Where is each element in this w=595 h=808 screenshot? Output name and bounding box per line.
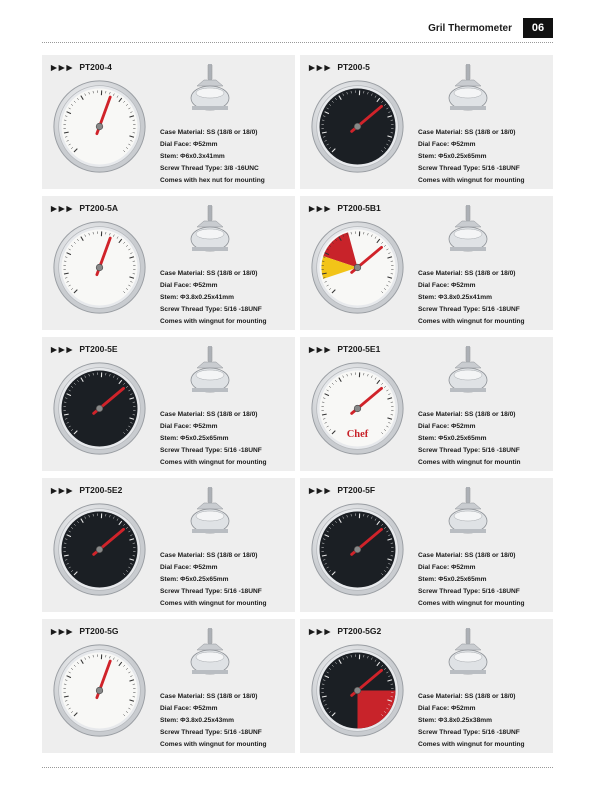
thermometer-side-view-image [445, 628, 491, 688]
thermometer-side-view-image [187, 205, 233, 265]
product-title [51, 344, 118, 354]
product-title [309, 344, 380, 354]
spec-stem: Stem: Φ5x0.25x65mm [418, 435, 487, 442]
spec-mounting: Comes with wingnut for mounting [418, 741, 525, 748]
thermometer-dial-image [310, 502, 405, 597]
spec-mounting: Comes with wingnut for mounting [160, 318, 267, 325]
thermometer-dial-image [52, 361, 147, 456]
spec-mounting: Comes with wingnut for mounting [160, 600, 267, 607]
product-card [300, 196, 553, 330]
thermometer-side-view-image [445, 64, 491, 124]
spec-screw-thread: Screw Thread Type: 5/16 -18UNF [418, 447, 520, 454]
product-card [300, 55, 553, 189]
thermometer-dial-image [52, 643, 147, 738]
model-name: PT200-5B1 [337, 203, 381, 213]
thermometer-side-view-image [187, 628, 233, 688]
spec-mounting: Comes with wingnut for mounting [160, 459, 267, 466]
spec-mounting: Comes with wingnut for mounting [418, 177, 525, 184]
product-card [42, 619, 295, 753]
thermometer-dial-image [310, 220, 405, 315]
spec-case-material: Case Material: SS (18/8 or 18/0) [160, 552, 258, 559]
spec-case-material: Case Material: SS (18/8 or 18/0) [418, 129, 516, 136]
thermometer-dial-image [310, 361, 405, 456]
spec-dial-face: Dial Face: Φ52mm [160, 705, 218, 712]
spec-case-material: Case Material: SS (18/8 or 18/0) [160, 270, 258, 277]
spec-mounting: Comes with wingnut for mounting [418, 318, 525, 325]
product-title [51, 62, 112, 72]
chef-logo-text: Chef [346, 429, 369, 440]
spec-stem: Stem: Φ5x0.25x65mm [418, 153, 487, 160]
model-name: PT200-5E2 [79, 485, 123, 495]
arrow-bullets-icon: ▶▶▶ [51, 204, 75, 213]
spec-list [160, 268, 267, 328]
spec-stem: Stem: Φ3.8x0.25x38mm [418, 717, 492, 724]
spec-list [160, 409, 267, 469]
product-title [309, 203, 381, 213]
spec-screw-thread: Screw Thread Type: 5/16 -18UNF [418, 729, 520, 736]
arrow-bullets-icon: ▶▶▶ [309, 627, 333, 636]
spec-screw-thread: Screw Thread Type: 5/16 -18UNF [418, 165, 520, 172]
spec-list [418, 409, 521, 469]
spec-screw-thread: Screw Thread Type: 5/16 -18UNF [418, 588, 520, 595]
spec-case-material: Case Material: SS (18/8 or 18/0) [160, 693, 258, 700]
thermometer-side-view-image [187, 64, 233, 124]
spec-dial-face: Dial Face: Φ52mm [160, 564, 218, 571]
spec-list [160, 127, 265, 187]
product-grid [42, 55, 553, 755]
thermometer-side-view-image [187, 346, 233, 406]
spec-mounting: Comes with wingnut for mounting [418, 600, 525, 607]
product-card [300, 478, 553, 612]
thermometer-dial-image [52, 220, 147, 315]
model-name: PT200-5 [337, 62, 370, 72]
spec-screw-thread: Screw Thread Type: 5/16 -18UNF [160, 729, 262, 736]
arrow-bullets-icon: ▶▶▶ [51, 627, 75, 636]
spec-stem: Stem: Φ3.8x0.25x41mm [160, 294, 234, 301]
spec-case-material: Case Material: SS (18/8 or 18/0) [418, 552, 516, 559]
spec-case-material: Case Material: SS (18/8 or 18/0) [418, 411, 516, 418]
product-title [309, 485, 375, 495]
spec-screw-thread: Screw Thread Type: 5/16 -18UNF [160, 588, 262, 595]
spec-case-material: Case Material: SS (18/8 or 18/0) [418, 693, 516, 700]
spec-stem: Stem: Φ6x0.3x41mm [160, 153, 225, 160]
product-title [51, 203, 118, 213]
spec-dial-face: Dial Face: Φ52mm [418, 564, 476, 571]
product-card [42, 55, 295, 189]
product-card [300, 619, 553, 753]
spec-dial-face: Dial Face: Φ52mm [160, 282, 218, 289]
arrow-bullets-icon: ▶▶▶ [309, 486, 333, 495]
product-title [51, 485, 122, 495]
spec-dial-face: Dial Face: Φ52mm [418, 141, 476, 148]
thermometer-dial-image [52, 502, 147, 597]
product-title [309, 62, 370, 72]
spec-list [418, 691, 525, 751]
arrow-bullets-icon: ▶▶▶ [309, 204, 333, 213]
thermometer-dial-image [310, 643, 405, 738]
spec-dial-face: Dial Face: Φ52mm [418, 705, 476, 712]
thermometer-side-view-image [445, 346, 491, 406]
product-title [309, 626, 381, 636]
spec-screw-thread: Screw Thread Type: 5/16 -18UNF [160, 447, 262, 454]
spec-dial-face: Dial Face: Φ52mm [160, 141, 218, 148]
spec-screw-thread: Screw Thread Type: 3/8 -16UNC [160, 165, 259, 172]
model-name: PT200-4 [79, 62, 112, 72]
spec-stem: Stem: Φ5x0.25x65mm [160, 576, 229, 583]
spec-stem: Stem: Φ3.8x0.25x41mm [418, 294, 492, 301]
product-card [300, 337, 553, 471]
thermometer-dial-image [310, 79, 405, 174]
top-divider [42, 42, 553, 43]
spec-list [418, 550, 525, 610]
model-name: PT200-5E [79, 344, 118, 354]
thermometer-side-view-image [445, 205, 491, 265]
spec-mounting: Comes with wingnut for mounting [160, 741, 267, 748]
spec-list [160, 691, 267, 751]
spec-list [418, 127, 525, 187]
model-name: PT200-5A [79, 203, 119, 213]
bottom-divider [42, 767, 553, 768]
page-number-badge: 06 [523, 18, 553, 38]
spec-list [418, 268, 525, 328]
spec-dial-face: Dial Face: Φ52mm [418, 282, 476, 289]
arrow-bullets-icon: ▶▶▶ [51, 486, 75, 495]
spec-case-material: Case Material: SS (18/8 or 18/0) [160, 129, 258, 136]
arrow-bullets-icon: ▶▶▶ [309, 345, 333, 354]
spec-stem: Stem: Φ3.8x0.25x43mm [160, 717, 234, 724]
spec-screw-thread: Screw Thread Type: 5/16 -18UNF [418, 306, 520, 313]
model-name: PT200-5F [337, 485, 376, 495]
spec-case-material: Case Material: SS (18/8 or 18/0) [418, 270, 516, 277]
model-name: PT200-5G2 [337, 626, 382, 636]
arrow-bullets-icon: ▶▶▶ [309, 63, 333, 72]
spec-screw-thread: Screw Thread Type: 5/16 -18UNF [160, 306, 262, 313]
spec-stem: Stem: Φ5x0.25x65mm [418, 576, 487, 583]
thermometer-side-view-image [445, 487, 491, 547]
product-title [51, 626, 119, 636]
spec-mounting: Comes with wingnut for mountin [418, 459, 521, 466]
product-card [42, 478, 295, 612]
thermometer-dial-image [52, 79, 147, 174]
catalog-title: Gril Thermometer [428, 23, 512, 34]
spec-case-material: Case Material: SS (18/8 or 18/0) [160, 411, 258, 418]
product-card [42, 196, 295, 330]
spec-mounting: Comes with hex nut for mounting [160, 177, 265, 184]
spec-list [160, 550, 267, 610]
product-card [42, 337, 295, 471]
arrow-bullets-icon: ▶▶▶ [51, 345, 75, 354]
model-name: PT200-5G [79, 626, 119, 636]
model-name: PT200-5E1 [337, 344, 381, 354]
spec-stem: Stem: Φ5x0.25x65mm [160, 435, 229, 442]
arrow-bullets-icon: ▶▶▶ [51, 63, 75, 72]
thermometer-side-view-image [187, 487, 233, 547]
spec-dial-face: Dial Face: Φ52mm [418, 423, 476, 430]
spec-dial-face: Dial Face: Φ52mm [160, 423, 218, 430]
